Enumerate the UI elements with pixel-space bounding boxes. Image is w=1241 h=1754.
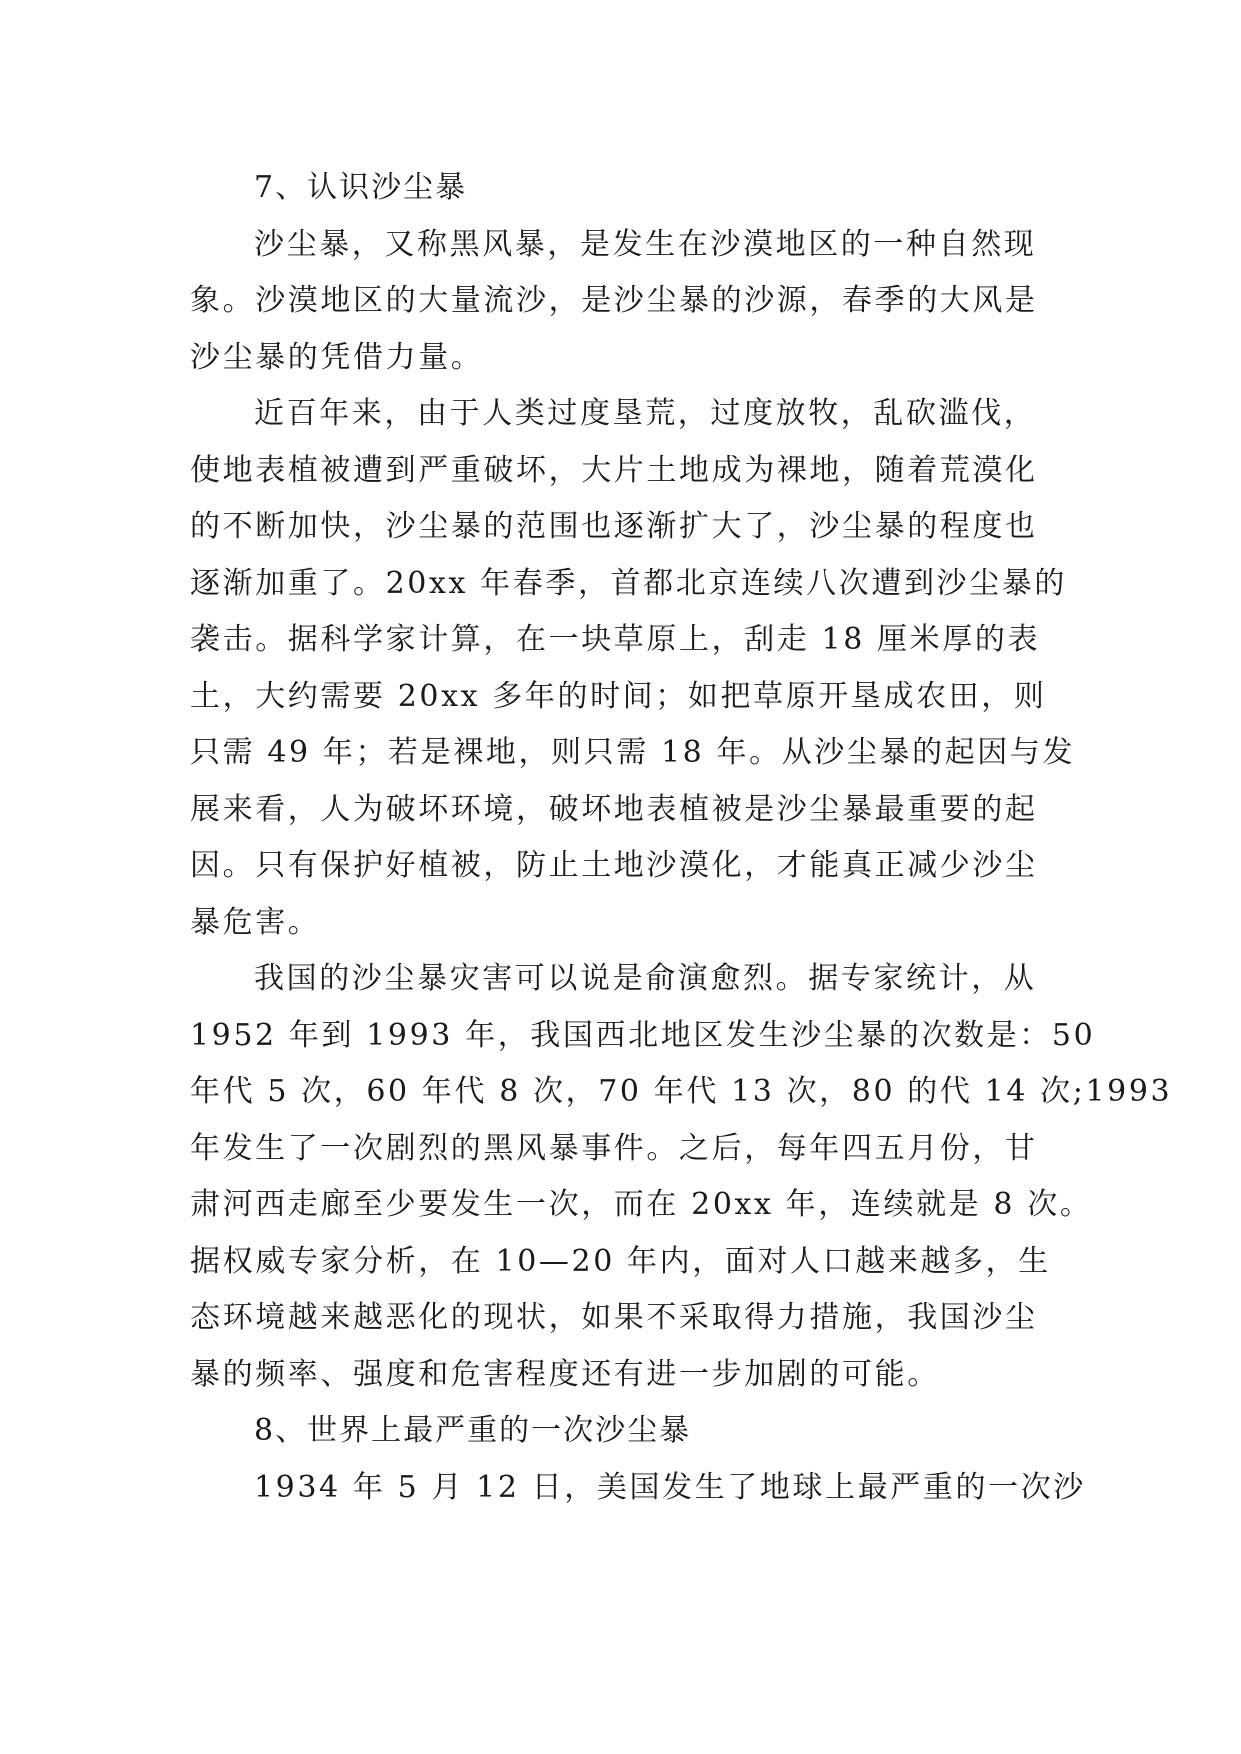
paragraph-line: 使地表植被遭到严重破坏，大片土地成为裸地，随着荒漠化: [190, 452, 1038, 488]
paragraph-line: 逐渐加重了。20xx 年春季，首都北京连续八次遭到沙尘暴的: [190, 565, 1067, 601]
paragraph-line: 年发生了一次剧烈的黑风暴事件。之后，每年四五月份，甘: [190, 1130, 1038, 1166]
paragraph-line: 沙尘暴的凭借力量。: [190, 339, 484, 375]
paragraph-line: 年代 5 次，60 年代 8 次，70 年代 13 次，80 的代 14 次;1993: [190, 1074, 1173, 1109]
paragraph-line: 只需 49 年；若是裸地，则只需 18 年。从沙尘暴的起因与发: [190, 735, 1076, 770]
paragraph-line: 1934 年 5 月 12 日，美国发生了地球上最严重的一次沙: [254, 1469, 1086, 1505]
paragraph-line: 展来看，人为破坏环境，破坏地表植被是沙尘暴最重要的起: [190, 791, 1038, 827]
paragraph-line: 据权威专家分析，在 10—20 年内，面对人口越来越多，生: [190, 1243, 1051, 1279]
paragraph-line: 象。沙漠地区的大量流沙，是沙尘暴的沙源，春季的大风是: [190, 283, 1038, 318]
document-body: [190, 160, 1173, 1516]
paragraph-line: 1952 年到 1993 年，我国西北地区发生沙尘暴的次数是：50: [190, 1017, 1096, 1053]
paragraph-line: 暴的频率、强度和危害程度还有进一步加剧的可能。: [190, 1356, 940, 1392]
section-heading-7: 7、认识沙尘暴: [254, 170, 468, 205]
paragraph-line: 土，大约需要 20xx 多年的时间；如把草原开垦成农田，则: [190, 678, 1047, 714]
section-heading-8: 8、世界上最严重的一次沙尘暴: [254, 1413, 692, 1448]
paragraph-line: 近百年来，由于人类过度垦荒，过度放牧，乱砍滥伐，: [254, 396, 1037, 431]
paragraph-line: 暴危害。: [190, 904, 321, 940]
paragraph-line: 的不断加快，沙尘暴的范围也逐渐扩大了，沙尘暴的程度也: [190, 509, 1038, 544]
paragraph-line: 肃河西走廊至少要发生一次，而在 20xx 年，连续就是 8 次。: [190, 1187, 1093, 1222]
paragraph-line: 袭击。据科学家计算，在一块草原上，刮走 18 厘米厚的表: [190, 622, 1041, 657]
paragraph-line: 我国的沙尘暴灾害可以说是俞演愈烈。据专家统计，从: [254, 961, 1037, 996]
paragraph-line: 沙尘暴，又称黑风暴，是发生在沙漠地区的一种自然现: [254, 226, 1037, 262]
paragraph-line: 因。只有保护好植被，防止土地沙漠化，才能真正减少沙尘: [190, 848, 1038, 883]
paragraph-line: 态环境越来越恶化的现状，如果不采取得力措施，我国沙尘: [190, 1300, 1038, 1335]
